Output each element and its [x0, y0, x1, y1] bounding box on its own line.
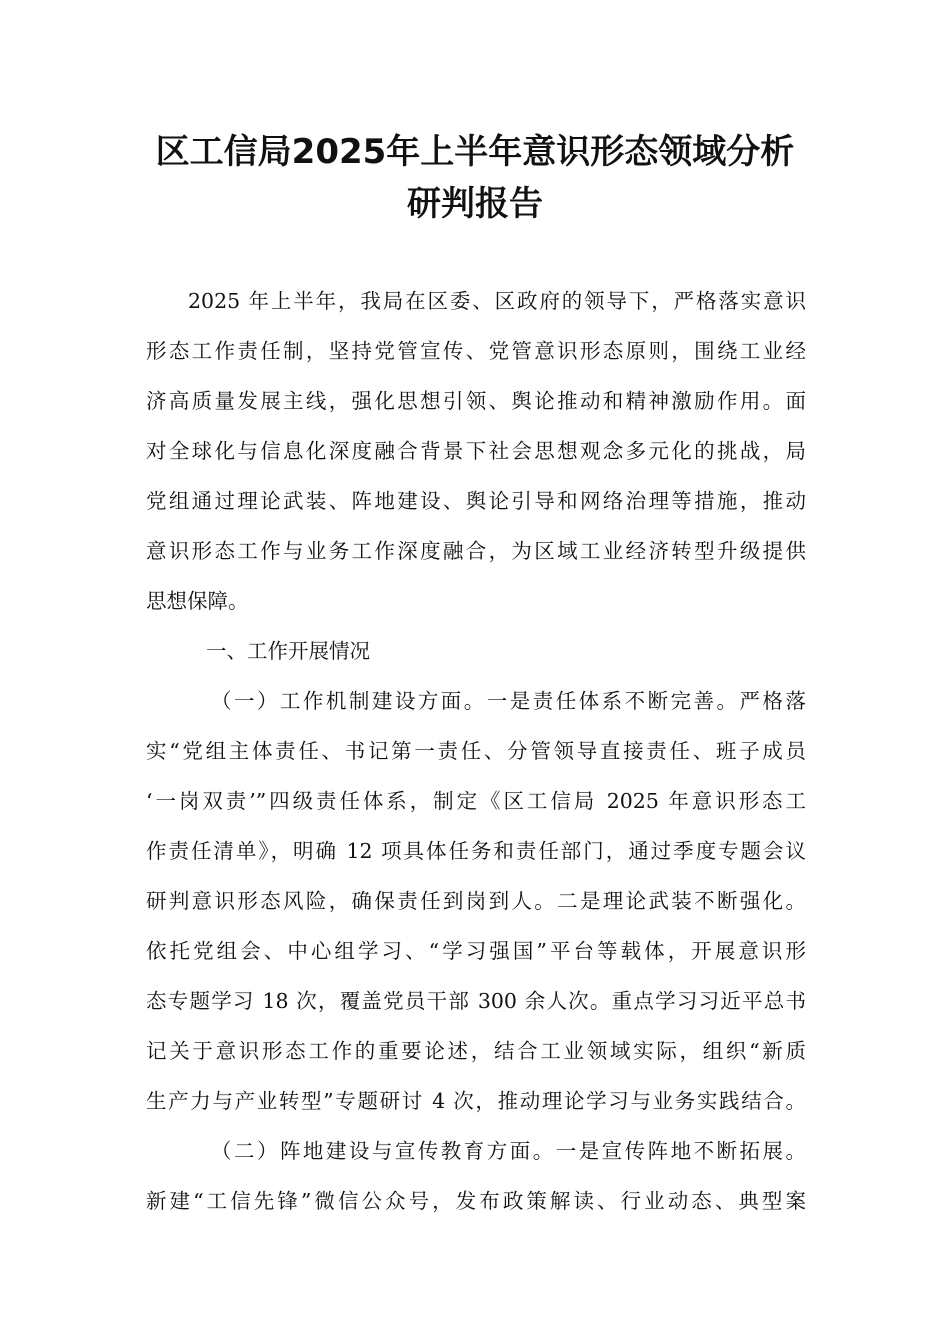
- paragraph-line: 对全球化与信息化深度融合背景下社会思想观念多元化的挑战，局: [146, 439, 806, 463]
- paragraph-line: ‘一岗双责’”四级责任体系，制定《区工信局 2025 年意识形态工: [146, 789, 806, 813]
- paragraph-line: 思想保障。: [146, 589, 249, 613]
- document-title-line-2: 研判报告: [407, 184, 543, 224]
- paragraph-line: 作责任清单》，明确 12 项具体任务和责任部门，通过季度专题会议: [146, 839, 806, 863]
- paragraph-line: 形态工作责任制，坚持党管宣传、党管意识形态原则，围绕工业经: [146, 339, 806, 363]
- paragraph-line: 意识形态工作与业务工作深度融合，为区域工业经济转型升级提供: [146, 539, 806, 563]
- paragraph-line: 党组通过理论武装、阵地建设、舆论引导和网络治理等措施，推动: [146, 489, 806, 513]
- paragraph-line: 依托党组会、中心组学习、“学习强国”平台等载体，开展意识形: [146, 939, 806, 963]
- paragraph-line: 研判意识形态风险，确保责任到岗到人。二是理论武装不断强化。: [146, 889, 806, 913]
- paragraph-line: 济高质量发展主线，强化思想引领、舆论推动和精神激励作用。面: [146, 389, 806, 413]
- section-heading: 一、工作开展情况: [206, 639, 370, 663]
- paragraph-line: 态专题学习 18 次，覆盖党员干部 300 余人次。重点学习习近平总书: [146, 989, 806, 1013]
- paragraph-line: 实“党组主体责任、书记第一责任、分管领导直接责任、班子成员: [146, 739, 806, 763]
- paragraph-line: 记关于意识形态工作的重要论述，结合工业领域实际，组织“新质: [146, 1039, 806, 1063]
- paragraph-line: 生产力与产业转型”专题研讨 4 次，推动理论学习与业务实践结合。: [146, 1089, 806, 1113]
- paragraph-line: （一）工作机制建设方面。一是责任体系不断完善。严格落: [211, 689, 806, 713]
- paragraph-line: 2025 年上半年，我局在区委、区政府的领导下，严格落实意识: [188, 289, 806, 313]
- document-title-line-1: 区工信局2025年上半年意识形态领域分析: [155, 132, 795, 172]
- paragraph-line: （二）阵地建设与宣传教育方面。一是宣传阵地不断拓展。: [211, 1139, 806, 1163]
- paragraph-line: 新建“工信先锋”微信公众号，发布政策解读、行业动态、典型案: [146, 1189, 806, 1213]
